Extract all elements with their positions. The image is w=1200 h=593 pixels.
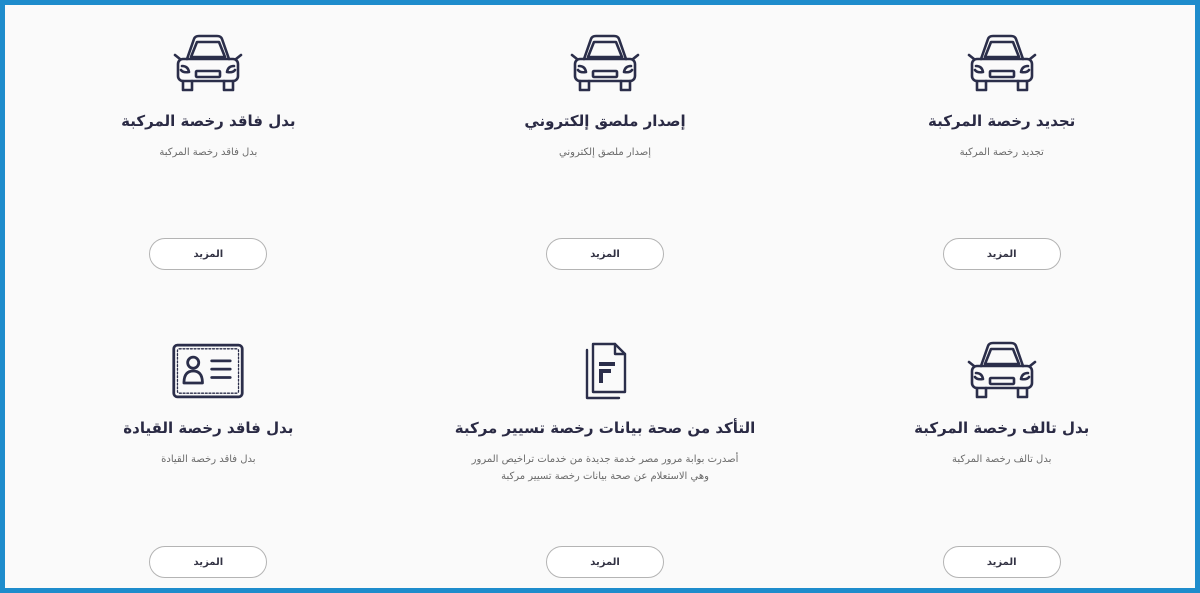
- services-grid: [10, 10, 1200, 593]
- more-button[interactable]: المزيد: [149, 238, 267, 270]
- service-card-renew-vehicle-license: [803, 10, 1200, 317]
- car-icon: [965, 32, 1039, 96]
- service-title: تجديد رخصة المركبة: [928, 112, 1076, 130]
- more-button[interactable]: المزيد: [546, 546, 664, 578]
- service-description: تجديد رخصة المركبة: [959, 147, 1044, 158]
- service-card-lost-vehicle-license: [10, 10, 407, 317]
- service-description: أصدرت بوابة مرور مصر خدمة جديدة من خدمات تراخيص المرور وهي الاستعلام عن صحة بيانات رخصة تسيير مركبة: [471, 454, 739, 482]
- more-button[interactable]: المزيد: [149, 546, 267, 578]
- service-card-lost-driving-license: [10, 317, 407, 593]
- car-icon: [171, 32, 245, 96]
- id-card-icon: [171, 339, 245, 403]
- service-card-verify-vehicle-license-data: [407, 317, 804, 593]
- service-description: بدل فاقد رخصة القيادة: [161, 454, 256, 465]
- more-button[interactable]: المزيد: [546, 238, 664, 270]
- service-title: بدل تالف رخصة المركبة: [914, 419, 1090, 437]
- more-button[interactable]: المزيد: [943, 546, 1061, 578]
- service-description: بدل فاقد رخصة المركبة: [159, 147, 258, 158]
- documents-icon: [568, 339, 642, 403]
- service-title: إصدار ملصق إلكتروني: [524, 112, 686, 130]
- car-icon: [965, 339, 1039, 403]
- service-description: بدل تالف رخصة المركبة: [951, 454, 1052, 465]
- more-button[interactable]: المزيد: [943, 238, 1061, 270]
- service-title: بدل فاقد رخصة المركبة: [121, 112, 296, 130]
- service-title: بدل فاقد رخصة القيادة: [123, 419, 294, 437]
- service-card-damaged-vehicle-license: [803, 317, 1200, 593]
- service-card-electronic-sticker: [407, 10, 804, 317]
- service-title: التأكد من صحة بيانات رخصة تسيير مركبة: [454, 419, 756, 437]
- service-description: إصدار ملصق إلكتروني: [559, 147, 652, 158]
- car-icon: [568, 32, 642, 96]
